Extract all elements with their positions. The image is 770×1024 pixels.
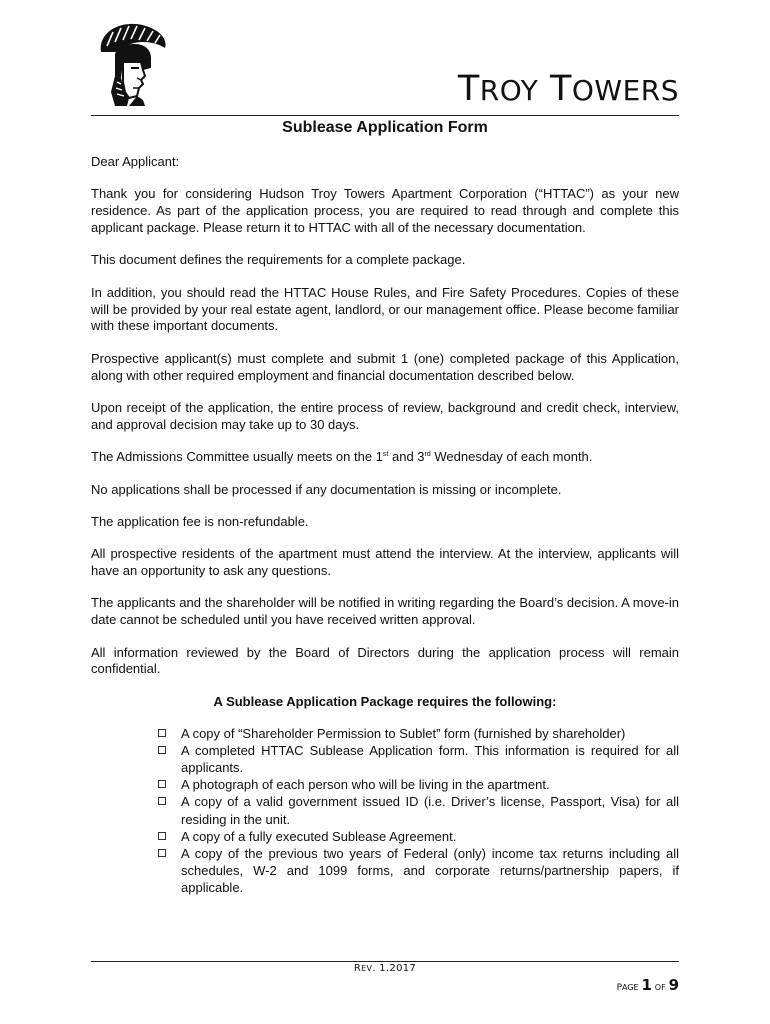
checkbox-icon[interactable] (158, 780, 166, 788)
footer-rule (91, 961, 679, 962)
requirement-item: A copy of a valid government issued ID (i.e. Driver’s license, Passport, Visa) for all residing in the unit. (156, 793, 679, 827)
brand-name: TROY TOWERS (457, 69, 679, 109)
paragraph-requirements: This document defines the requirements for a complete package. (91, 252, 466, 268)
checkbox-icon[interactable] (158, 797, 166, 805)
form-title: Sublease Application Form (282, 119, 488, 136)
checkbox-icon[interactable] (158, 849, 166, 857)
requirement-item: A completed HTTAC Sublease Application form. This information is required for all applicants. (156, 742, 679, 776)
paragraph-interview: All prospective residents of the apartment must attend the interview. At the interview, applicants will have an opportunity to ask any questions. (91, 546, 679, 579)
paragraph-missing-docs: No applications shall be processed if any documentation is missing or incomplete. (91, 481, 562, 497)
checkbox-icon[interactable] (158, 729, 166, 737)
requirement-item: A photograph of each person who will be living in the apartment. (156, 776, 679, 793)
header-rule (91, 115, 679, 116)
greeting: Dear Applicant: (91, 154, 180, 169)
requirements-heading: A Sublease Application Package requires the following: (213, 693, 557, 709)
paragraph-confidential: All information reviewed by the Board of Directors during the application process will remain confidential. (91, 644, 679, 677)
letter-body (91, 154, 679, 897)
paragraph-fee: The application fee is non-refundable. (91, 513, 309, 529)
paragraph-intro: Thank you for considering Hudson Troy Towers Apartment Corporation (“HTTAC”) as your new residence. As part of the application process, you are required to read through and complete this applicant package. Please return it to HTTAC with all of the necessary documentation. (91, 186, 679, 235)
paragraph-notification: The applicants and the shareholder will be notified in writing regarding the Board’s decision. A move-in date cannot be scheduled until you have received written approval. (91, 595, 679, 628)
trojan-helmet-logo (93, 22, 169, 108)
paragraph-house-rules: In addition, you should read the HTTAC House Rules, and Fire Safety Procedures. Copies of these will be provided by your real estate agent, landlord, or our management office. Please become familiar with these important documents. (91, 284, 679, 334)
requirement-item: A copy of “Shareholder Permission to Sublet” form (furnished by shareholder) (156, 725, 679, 742)
checkbox-icon[interactable] (158, 746, 166, 754)
page-number: PAGE 1 OF 9 (616, 976, 679, 994)
requirements-list (91, 725, 679, 897)
paragraph-submission: Prospective applicant(s) must complete and submit 1 (one) completed package of this Application, along with other required employment and financial documentation described below. (91, 350, 679, 383)
checkbox-icon[interactable] (158, 832, 166, 840)
requirement-item: A copy of the previous two years of Federal (only) income tax returns including all schedules, W-2 and 1099 forms, and corporate returns/partnership papers, if applicable. (156, 845, 679, 897)
document-page (91, 0, 679, 1024)
requirement-item: A copy of a fully executed Sublease Agreement. (156, 828, 679, 845)
paragraph-process: Upon receipt of the application, the entire process of review, background and credit check, interview, and approval decision may take up to 30 days. (91, 399, 679, 432)
revision-label: REV. 1.2017 (353, 963, 417, 974)
paragraph-committee: The Admissions Committee usually meets on the 1st and 3rd Wednesday of each month. (91, 449, 593, 465)
